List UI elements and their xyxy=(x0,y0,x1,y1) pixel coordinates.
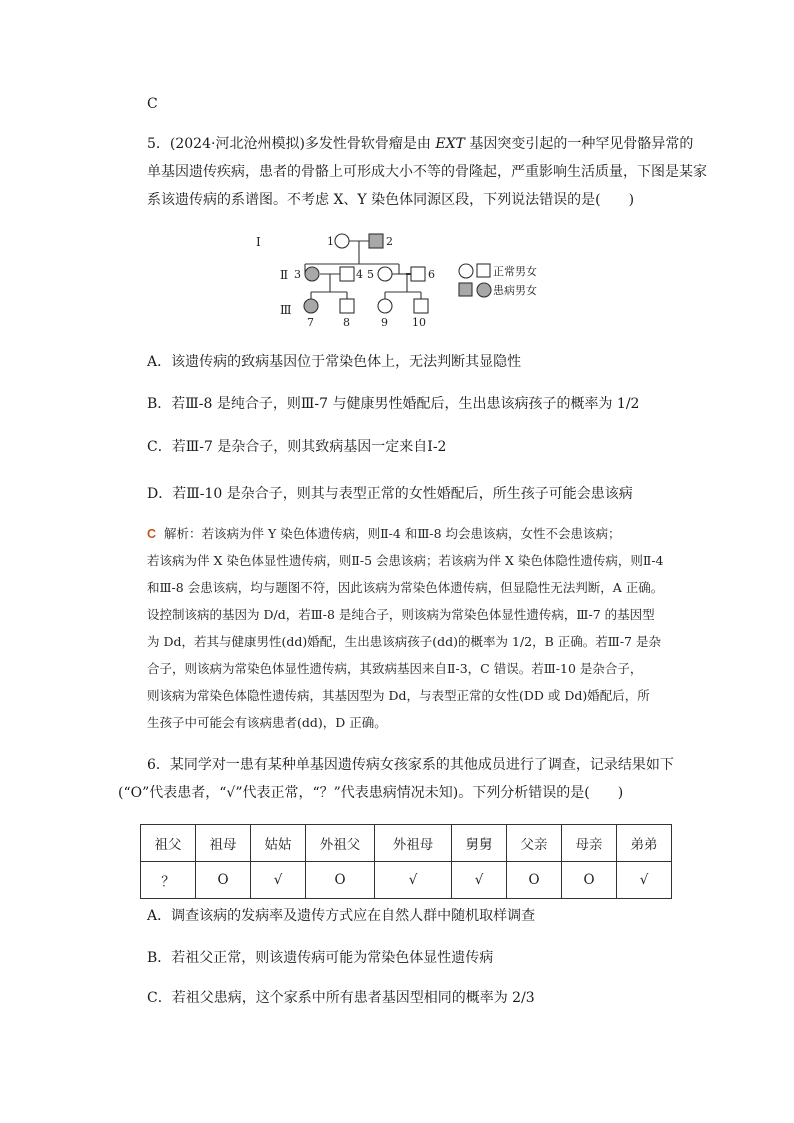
q5-analysis-line-1 xyxy=(147,524,621,544)
id-7: 7 xyxy=(307,316,314,328)
q5-analysis-text-1: 解析：若该病为伴 Y 染色体遗传病，则Ⅱ-4 和Ⅲ-8 均会患该病，女性不会患该病； xyxy=(163,526,621,541)
id-5: 5 xyxy=(367,268,374,281)
legend-affected-label: 患病男女 xyxy=(493,284,537,297)
legend-affected-female-icon xyxy=(477,283,491,297)
member-II-3-affected-female xyxy=(305,267,319,281)
id-8: 8 xyxy=(343,316,350,328)
q5-option-c: C．若Ⅲ-7 是杂合子，则其致病基因一定来自Ⅰ-2 xyxy=(147,439,447,455)
table-header-cell: 母亲 xyxy=(562,825,617,862)
q5-stem-text-a: 5．(2024·河北沧州模拟)多发性骨软骨瘤是由 xyxy=(147,136,436,152)
member-II-4-normal-male xyxy=(340,267,354,281)
member-II-6-normal-male xyxy=(411,267,425,281)
legend-affected-male-icon xyxy=(459,283,472,296)
q6-stem-line-1: 6．某同学对一患有某种单基因遗传病女孩家系的其他成员进行了调查，记录结果如下 xyxy=(147,757,674,773)
q6-option-c: C．若祖父患病，这个家系中所有患者基因型相同的概率为 2/3 xyxy=(147,990,535,1006)
pedigree-chart xyxy=(240,228,570,328)
q5-stem-line-2: 单基因遗传疾病，患者的骨骼上可形成大小不等的骨隆起，严重影响生活质量，下图是某家 xyxy=(147,164,707,180)
gen-label-1: Ⅰ xyxy=(256,235,261,249)
member-III-9-normal-female xyxy=(378,299,392,313)
id-9: 9 xyxy=(381,316,388,328)
table-cell: O xyxy=(196,862,251,899)
table-header-cell: 舅舅 xyxy=(452,825,507,862)
id-2: 2 xyxy=(386,235,393,248)
q5-option-b: B．若Ⅲ-8 是纯合子，则Ⅲ-7 与健康男性婚配后，生出患该病孩子的概率为 1/2 xyxy=(147,396,640,412)
survey-table xyxy=(140,824,672,899)
q5-analysis-line-3: 和Ⅲ-8 会患该病，均与题图不符，因此该病为常染色体遗传病，但显隐性无法判断，A 正确。 xyxy=(147,580,664,595)
table-cell: O xyxy=(507,862,562,899)
legend-normal-male-icon xyxy=(477,264,490,277)
q6-option-a: A．调查该病的发病率及遗传方式应在自然人群中随机取样调查 xyxy=(147,908,536,924)
member-III-7-affected-female xyxy=(304,299,318,313)
q5-analysis-line-7: 则该病为常染色体隐性遗传病，其基因型为 Dd，与表型正常的女性(DD 或 Dd)婚配后，所 xyxy=(147,688,650,703)
q6-option-b: B．若祖父正常，则该遗传病可能为常染色体显性遗传病 xyxy=(147,950,494,966)
table-cell: O xyxy=(306,862,375,899)
table-cell: √ xyxy=(617,862,672,899)
q5-answer-letter: C xyxy=(147,527,157,541)
table-header-cell: 祖父 xyxy=(141,825,196,862)
q5-stem-line-1 xyxy=(147,134,693,154)
q5-option-d: D．若Ⅲ-10 是杂合子，则其与表型正常的女性婚配后，所生孩子可能会患该病 xyxy=(147,486,633,502)
table-cell: √ xyxy=(375,862,452,899)
q5-stem-line-3: 系该遗传病的系谱图。不考虑 X、Y 染色体同源区段，下列说法错误的是( ) xyxy=(147,192,635,208)
q5-analysis-line-5: 为 Dd，若其与健康男性(dd)婚配，生出患该病孩子(dd)的概率为 1/2，B 正确。若Ⅲ-7 是杂 xyxy=(147,634,661,649)
table-cell: ？ xyxy=(141,862,196,899)
id-1: 1 xyxy=(327,235,334,248)
previous-answer: C xyxy=(147,96,158,112)
q5-analysis-line-6: 合子，则该病为常染色体显性遗传病，其致病基因来自Ⅱ-3，C 错误。若Ⅲ-10 是杂合子， xyxy=(147,661,643,676)
table-header-cell: 外祖父 xyxy=(306,825,375,862)
q5-analysis-line-8: 生孩子中可能会有该病患者(dd)，D 正确。 xyxy=(147,715,387,730)
q5-gene-name: EXT xyxy=(435,136,465,152)
id-3: 3 xyxy=(294,268,301,281)
table-header-cell: 外祖母 xyxy=(375,825,452,862)
q5-option-a: A．该遗传病的致病基因位于常染色体上，无法判断其显隐性 xyxy=(147,354,522,370)
member-II-5-normal-female xyxy=(378,267,392,281)
q5-stem-text-b: 基因突变引起的一种罕见骨骼异常的 xyxy=(464,136,694,152)
table-header-cell: 父亲 xyxy=(507,825,562,862)
q5-analysis-line-2: 若该病为伴 X 染色体显性遗传病，则Ⅱ-5 会患该病；若该病为伴 X 染色体隐性遗传病，则Ⅱ-4 xyxy=(147,553,664,568)
table-cell: √ xyxy=(251,862,306,899)
gen-label-2: Ⅱ xyxy=(280,268,289,282)
id-10: 10 xyxy=(412,316,426,328)
table-header-row xyxy=(141,825,672,862)
member-III-8-normal-male xyxy=(340,299,354,313)
gen-label-3: Ⅲ xyxy=(280,303,292,317)
table-row xyxy=(141,862,672,899)
table-header-cell: 姑姑 xyxy=(251,825,306,862)
legend-normal-female-icon xyxy=(459,264,473,278)
q6-stem-line-2: (“O”代表患者，“√”代表正常，“？”代表患病情况未知)。下列分析错误的是( ) xyxy=(118,785,624,801)
table-header-cell: 祖母 xyxy=(196,825,251,862)
table-cell: O xyxy=(562,862,617,899)
q5-analysis-line-4: 设控制该病的基因为 D/d，若Ⅲ-8 是纯合子，则该病为常染色体显性遗传病，Ⅲ-7 的基因型 xyxy=(147,607,655,622)
legend-normal-label: 正常男女 xyxy=(493,265,537,278)
table-header-cell: 弟弟 xyxy=(617,825,672,862)
table-cell: √ xyxy=(452,862,507,899)
id-6: 6 xyxy=(428,268,435,281)
member-I-2-affected-male xyxy=(369,234,383,248)
member-I-1-normal-female xyxy=(335,234,349,248)
id-4: 4 xyxy=(356,268,363,281)
member-III-10-normal-male xyxy=(414,299,428,313)
